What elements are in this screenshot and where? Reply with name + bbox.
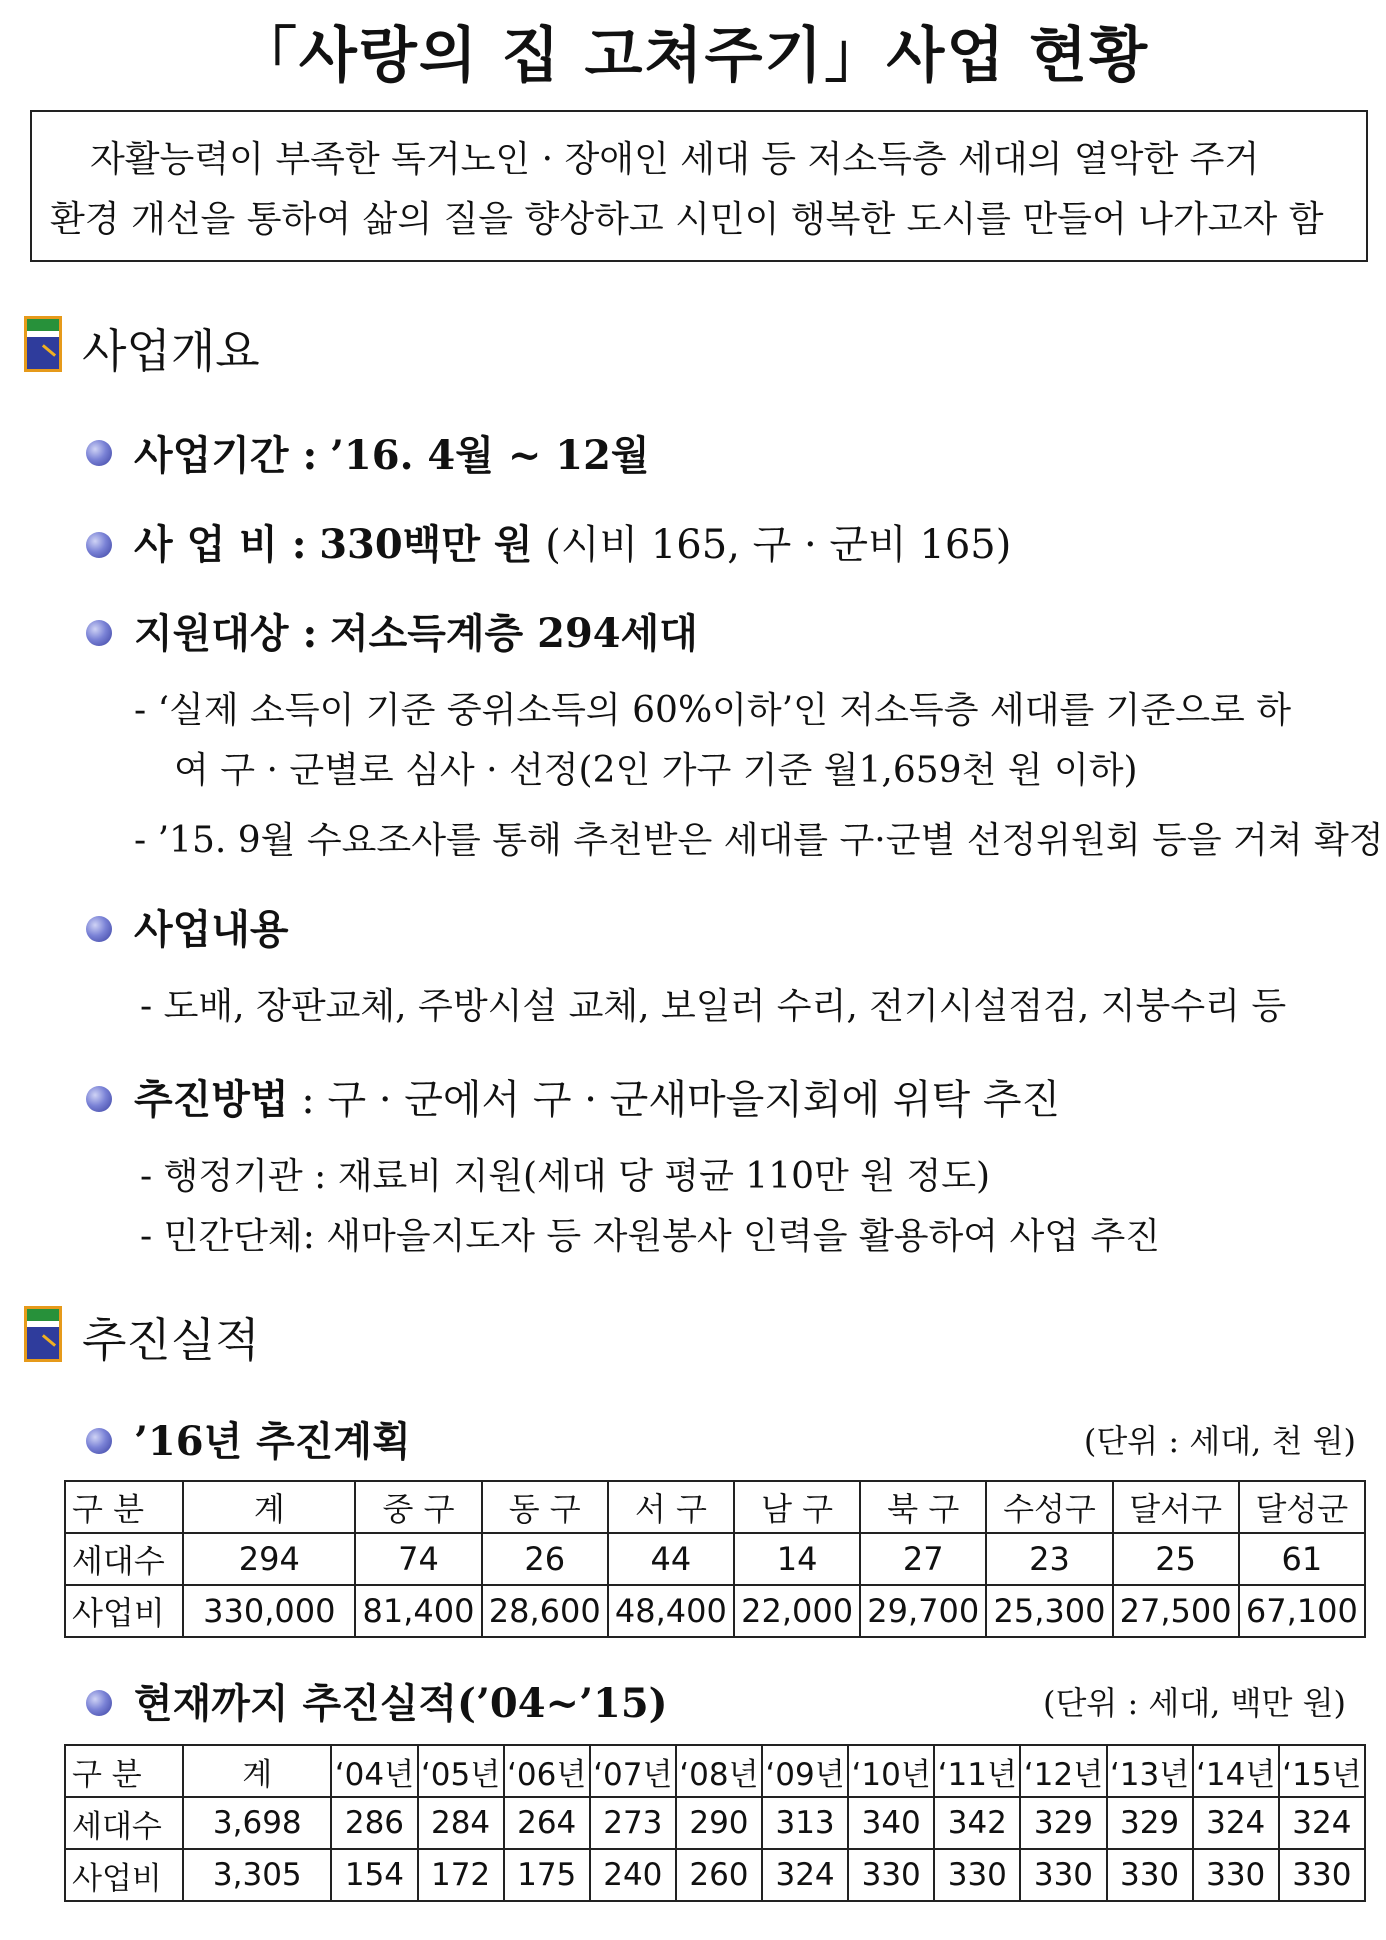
plan-heading	[134, 1410, 411, 1467]
history-table	[64, 1744, 1366, 1902]
item-budget-value: 330백만 원	[319, 521, 533, 568]
table-cell: 330	[934, 1849, 1020, 1901]
table-cell: 수성구	[986, 1481, 1112, 1533]
table-cell: 3,305	[183, 1849, 331, 1901]
item-period-value: ’16. 4월 ~ 12월	[329, 432, 650, 479]
table-cell: 273	[590, 1797, 676, 1849]
table-cell: 동 구	[482, 1481, 608, 1533]
table-cell: 14	[734, 1533, 860, 1585]
table-cell: 286	[331, 1797, 417, 1849]
table-cell: ‘06년	[504, 1745, 590, 1797]
table-cell: 계	[183, 1745, 331, 1797]
table-row	[65, 1797, 1365, 1849]
table-cell: 240	[590, 1849, 676, 1901]
table-cell: 330	[1279, 1849, 1365, 1901]
item-period-label: 사업기간 :	[134, 432, 318, 479]
bullet-icon	[86, 620, 112, 646]
table-cell: ‘05년	[418, 1745, 504, 1797]
bullet-icon	[86, 440, 112, 466]
section-marker-icon	[24, 1306, 62, 1362]
history-unit: (단위 : 세대, 백만 원)	[1043, 1684, 1346, 1722]
table-cell: 264	[504, 1797, 590, 1849]
table-cell: 313	[762, 1797, 848, 1849]
table-cell: ‘07년	[590, 1745, 676, 1797]
item-method-value: : 구 · 군에서 구 · 군새마을지회에 위탁 추진	[301, 1077, 1061, 1123]
item-method-label: 추진방법	[134, 1076, 289, 1123]
table-cell: 48,400	[608, 1585, 734, 1637]
table-cell: ‘12년	[1020, 1745, 1106, 1797]
item-method	[134, 1068, 1060, 1125]
item-target	[134, 602, 698, 659]
table-cell: 25,300	[986, 1585, 1112, 1637]
table-cell: 330	[1193, 1849, 1279, 1901]
table-cell: 구 분	[65, 1745, 183, 1797]
target-sub-1a: - ‘실제 소득이 기준 중위소득의 60%이하’인 저소득층 세대를 기준으로 하	[134, 690, 1292, 731]
table-cell: 329	[1107, 1797, 1193, 1849]
table-cell: 북 구	[860, 1481, 986, 1533]
table-cell: 172	[418, 1849, 504, 1901]
table-cell: 22,000	[734, 1585, 860, 1637]
table-cell: ‘10년	[848, 1745, 934, 1797]
table-cell: 25	[1113, 1533, 1239, 1585]
table-cell: 342	[934, 1797, 1020, 1849]
table-cell: 달서구	[1113, 1481, 1239, 1533]
table-cell: 329	[1020, 1797, 1106, 1849]
table-cell: 81,400	[355, 1585, 481, 1637]
table-cell: 294	[183, 1533, 355, 1585]
table-cell: 사업비	[65, 1585, 183, 1637]
table-row	[65, 1585, 1365, 1637]
plan-table-header	[65, 1481, 1365, 1533]
table-cell: 330,000	[183, 1585, 355, 1637]
table-cell: 330	[848, 1849, 934, 1901]
table-cell: 3,698	[183, 1797, 331, 1849]
table-cell: 계	[183, 1481, 355, 1533]
table-cell: 세대수	[65, 1533, 183, 1585]
summary-box	[30, 110, 1368, 262]
table-cell: 330	[1020, 1849, 1106, 1901]
page-title: 「사랑의 집 고쳐주기」사업 현황	[236, 21, 1150, 91]
table-cell: ‘04년	[331, 1745, 417, 1797]
section-title-overview: 사업개요	[82, 324, 260, 378]
item-period	[134, 424, 650, 481]
table-cell: 23	[986, 1533, 1112, 1585]
table-cell: 세대수	[65, 1797, 183, 1849]
table-cell: ‘09년	[762, 1745, 848, 1797]
target-sub-2: - ’15. 9월 수요조사를 통해 추천받은 세대를 구·군별 선정위원회 등을 거쳐 확정	[134, 820, 1384, 861]
table-cell: 사업비	[65, 1849, 183, 1901]
table-cell: 29,700	[860, 1585, 986, 1637]
plan-table	[64, 1480, 1366, 1638]
section-title-results: 추진실적	[82, 1313, 260, 1367]
bullet-icon	[86, 532, 112, 558]
table-cell: ‘08년	[676, 1745, 762, 1797]
table-cell: 324	[1279, 1797, 1365, 1849]
table-cell: 44	[608, 1533, 734, 1585]
table-cell: 중 구	[355, 1481, 481, 1533]
summary-line-2: 환경 개선을 통하여 삶의 질을 향상하고 시민이 행복한 도시를 만들어 나가고자 함	[50, 199, 1324, 240]
table-cell: 67,100	[1239, 1585, 1365, 1637]
item-budget-label: 사 업 비 :	[134, 521, 307, 568]
table-cell: 324	[762, 1849, 848, 1901]
table-cell: ‘11년	[934, 1745, 1020, 1797]
table-cell: 구 분	[65, 1481, 183, 1533]
table-cell: 74	[355, 1533, 481, 1585]
table-cell: 61	[1239, 1533, 1365, 1585]
bullet-icon	[86, 1690, 112, 1716]
table-cell: 175	[504, 1849, 590, 1901]
bullet-icon	[86, 1086, 112, 1112]
table-cell: 284	[418, 1797, 504, 1849]
table-cell: ‘15년	[1279, 1745, 1365, 1797]
item-content	[134, 898, 289, 955]
table-cell: 330	[1107, 1849, 1193, 1901]
item-budget	[134, 513, 1011, 570]
table-cell: 남 구	[734, 1481, 860, 1533]
table-cell: 달성군	[1239, 1481, 1365, 1533]
item-budget-detail: (시비 165, 구 · 군비 165)	[545, 522, 1012, 568]
table-cell: 26	[482, 1533, 608, 1585]
plan-heading-text: ’16년 추진계획	[134, 1418, 411, 1465]
history-table-header	[65, 1745, 1365, 1797]
bullet-icon	[86, 916, 112, 942]
plan-unit: (단위 : 세대, 천 원)	[1083, 1422, 1356, 1460]
table-cell: ‘14년	[1193, 1745, 1279, 1797]
table-cell: 27	[860, 1533, 986, 1585]
content-sub: - 도배, 장판교체, 주방시설 교체, 보일러 수리, 전기시설점검, 지붕수리 등	[140, 986, 1287, 1027]
table-cell: 260	[676, 1849, 762, 1901]
item-target-label: 지원대상 :	[134, 610, 318, 657]
table-cell: 290	[676, 1797, 762, 1849]
item-content-label: 사업내용	[134, 906, 289, 953]
method-sub-1: - 행정기관 : 재료비 지원(세대 당 평균 110만 원 정도)	[140, 1156, 991, 1197]
table-cell: ‘13년	[1107, 1745, 1193, 1797]
section-marker-icon	[24, 316, 62, 372]
table-cell: 28,600	[482, 1585, 608, 1637]
table-cell: 27,500	[1113, 1585, 1239, 1637]
history-heading-text: 현재까지 추진실적(’04~’15)	[134, 1680, 668, 1727]
table-cell: 340	[848, 1797, 934, 1849]
table-row	[65, 1849, 1365, 1901]
target-sub-1b: 여 구 · 군별로 심사 · 선정(2인 가구 기준 월1,659천 원 이하)	[174, 750, 1138, 791]
method-sub-2: - 민간단체: 새마을지도자 등 자원봉사 인력을 활용하여 사업 추진	[140, 1216, 1161, 1257]
summary-line-1: 자활능력이 부족한 독거노인 · 장애인 세대 등 저소득층 세대의 열악한 주거	[90, 139, 1260, 180]
bullet-icon	[86, 1428, 112, 1454]
table-cell: 154	[331, 1849, 417, 1901]
history-heading	[134, 1672, 668, 1729]
table-row	[65, 1533, 1365, 1585]
item-target-value: 저소득계층 294세대	[329, 610, 698, 657]
table-cell: 324	[1193, 1797, 1279, 1849]
table-cell: 서 구	[608, 1481, 734, 1533]
